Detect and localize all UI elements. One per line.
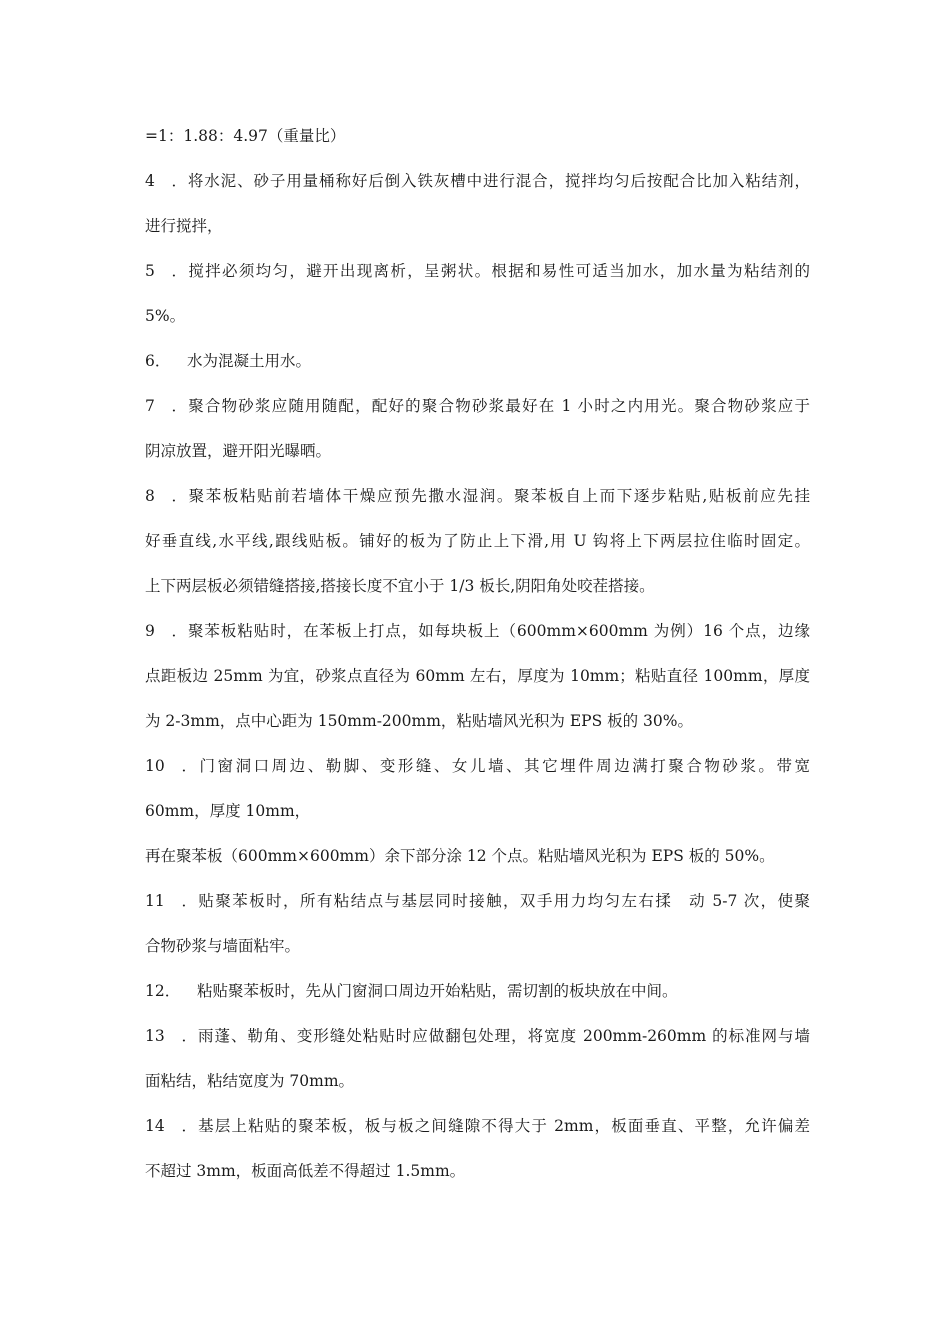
line-text: 水为混凝土用水。 <box>187 352 312 370</box>
text-line <box>145 1156 810 1201</box>
line-text: 门窗洞口周边、勒脚、变形缝、女儿墙、其它埋件周边满打聚合物砂浆。带宽 <box>197 757 810 775</box>
text-line <box>145 436 810 481</box>
item-number: 4． <box>145 172 187 190</box>
text-line <box>145 1066 810 1111</box>
line-text: =1：1.88：4.97（重量比） <box>145 127 346 145</box>
body-text <box>145 121 810 1201</box>
text-line <box>145 526 810 556</box>
item-number: 11． <box>145 892 197 910</box>
text-line <box>145 391 810 421</box>
text-line <box>145 886 810 916</box>
line-text: 不超过 3mm，板面高低差不得超过 1.5mm。 <box>145 1162 466 1180</box>
line-text: 点距板边 25mm 为宜，砂浆点直径为 60mm 左右，厚度为 10mm；粘贴直径 100mm，厚度 <box>145 667 810 685</box>
line-text: 合物砂浆与墙面粘牢。 <box>145 937 301 955</box>
line-text: 上下两层板必须错缝搭接,搭接长度不宜小于 1/3 板长,阴阳角处咬茬搭接。 <box>145 577 655 595</box>
line-text: 再在聚苯板（600mm×600mm）余下部分涂 12 个点。粘贴墙风光积为 EPS 板的 50%。 <box>145 847 775 865</box>
item-number: 9． <box>145 622 187 640</box>
text-line <box>145 661 810 691</box>
text-line <box>145 166 810 196</box>
text-line <box>145 796 810 841</box>
item-number: 6． <box>145 352 171 370</box>
text-line <box>145 346 810 391</box>
line-text: 聚苯板粘贴时，在苯板上打点，如每块板上（600mm×600mm 为例）16 个点，边缘 <box>187 622 810 640</box>
line-text: 5%。 <box>145 307 186 325</box>
item-number: 12． <box>145 982 181 1000</box>
line-text: 搅拌必须均匀，避开出现离析，呈粥状。根据和易性可适当加水，加水量为粘结剂的 <box>187 262 810 280</box>
text-line <box>145 751 810 781</box>
item-number: 13． <box>145 1027 197 1045</box>
text-line <box>145 841 810 886</box>
text-line <box>145 1021 810 1051</box>
text-line <box>145 211 810 256</box>
line-text: 基层上粘贴的聚苯板，板与板之间缝隙不得大于 2mm，板面垂直、平整，允许偏差 <box>197 1117 810 1135</box>
item-number: 5． <box>145 262 187 280</box>
line-text: 聚苯板粘贴前若墙体干燥应预先撒水湿润。聚苯板自上而下逐步粘贴,贴板前应先挂 <box>187 487 810 505</box>
text-line <box>145 301 810 346</box>
line-text: 雨蓬、勒角、变形缝处粘贴时应做翻包处理，将宽度 200mm-260mm 的标准网与墙 <box>197 1027 810 1045</box>
text-line <box>145 616 810 646</box>
item-number: 7． <box>145 397 187 415</box>
line-text: 粘贴聚苯板时，先从门窗洞口周边开始粘贴，需切割的板块放在中间。 <box>197 982 678 1000</box>
line-text: 聚合物砂浆应随用随配，配好的聚合物砂浆最好在 1 小时之内用光。聚合物砂浆应于 <box>187 397 810 415</box>
line-text: 贴聚苯板时，所有粘结点与基层同时接触，双手用力均匀左右揉 动 5-7 次，使聚 <box>197 892 810 910</box>
line-text: 进行搅拌， <box>145 217 223 235</box>
line-text: 好垂直线,水平线,跟线贴板。铺好的板为了防止上下滑,用 U 钩将上下两层拉住临时固定。 <box>145 532 810 550</box>
item-number: 8． <box>145 487 187 505</box>
line-text: 为 2-3mm，点中心距为 150mm-200mm，粘贴墙风光积为 EPS 板的 30%。 <box>145 712 694 730</box>
line-text: 60mm，厚度 10mm， <box>145 802 311 820</box>
text-line <box>145 931 810 976</box>
text-line <box>145 1111 810 1141</box>
text-line <box>145 571 810 616</box>
line-text: 阴凉放置，避开阳光曝晒。 <box>145 442 332 460</box>
text-line <box>145 706 810 751</box>
text-line <box>145 121 810 166</box>
text-line <box>145 256 810 286</box>
text-line <box>145 976 810 1021</box>
text-line <box>145 481 810 511</box>
line-text: 将水泥、砂子用量桶称好后倒入铁灰槽中进行混合，搅拌均匀后按配合比加入粘结剂， <box>187 172 810 190</box>
line-text: 面粘结，粘结宽度为 70mm。 <box>145 1072 355 1090</box>
item-number: 14． <box>145 1117 197 1135</box>
item-number: 10． <box>145 757 197 775</box>
